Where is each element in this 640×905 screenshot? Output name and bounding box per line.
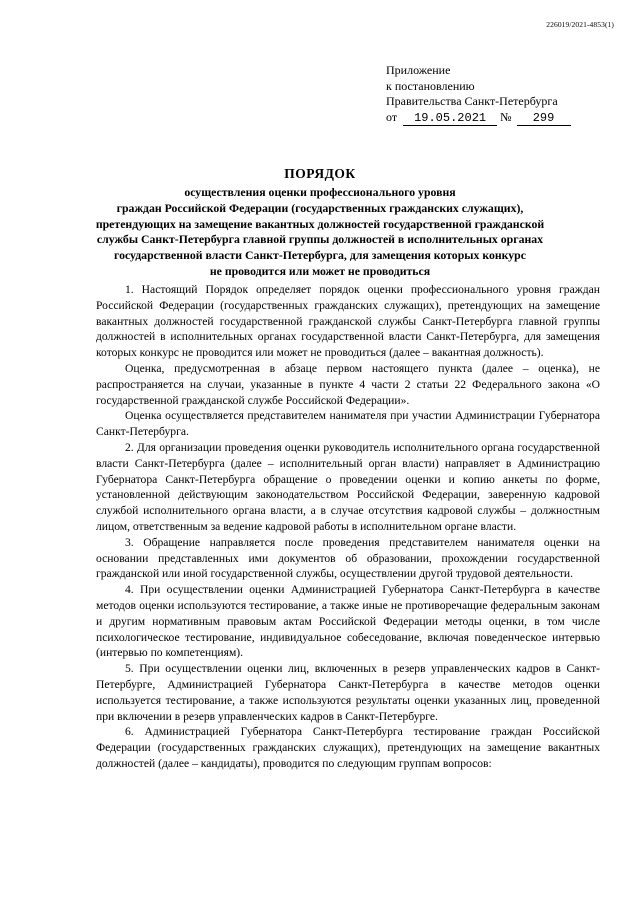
subtitle-line: граждан Российской Федерации (государственных гражданских служащих),	[116, 200, 524, 215]
from-label: от	[386, 109, 398, 124]
document-title: ПОРЯДОК	[284, 166, 356, 181]
document-registration-number: 226019/2021-4853(1)	[546, 20, 614, 29]
subtitle-line: осуществления оценки профессионального уровня	[184, 185, 456, 199]
number-label: №	[500, 109, 512, 124]
document-subtitle	[60, 185, 580, 280]
paragraph-2: 2. Для организации проведения оценки руководитель исполнительного органа государственной власти Санкт-Петербурга (далее – исполнительный орган власти) направляет в Администрацию Губернатора Санкт-Петербурга обращение о проведении оценки и копию анкеты по форме, установленной действующим законодательством Российской Федерации, заверенную кадровой службой исполнительного органа власти, а в случае отсутствия кадровой службы – должностным лицом, ответственным за ведение кадровой работы в исполнительном органе власти.	[96, 440, 600, 533]
paragraph-1-3: Оценка осуществляется представителем нанимателя при участии Администрации Губернатора Санкт-Петербурга.	[96, 409, 600, 439]
paragraph-1-2: Оценка, предусмотренная в абзаце первом настоящего пункта (далее – оценка), не распространяется на случаи, указанные в пункте 4 части 2 статьи 22 Федерального закона «О государственной гражданской службе Российской Федерации».	[96, 361, 600, 407]
subtitle-line: не проводится или может не проводиться	[209, 263, 431, 278]
paragraph-5: 5. При осуществлении оценки лиц, включенных в резерв управленческих кадров в Санкт-Петербурге, Администрацией Губернатора Санкт-Петербурга в качестве методов оценки используется тестирование, а также используются результаты оценки указанных лиц, проведенной при включении в резерв управленческих кадров в Санкт-Петербурге.	[96, 662, 600, 723]
resolution-date: 19.05.2021	[403, 112, 497, 126]
document-body	[96, 282, 600, 772]
appendix-line-2: к постановлению	[386, 78, 475, 93]
subtitle-line: службы Санкт-Петербурга главной группы должностей в исполнительных органах	[96, 232, 544, 247]
paragraph-4: 4. При осуществлении оценки Администрацией Губернатора Санкт-Петербурга в качестве методов оценки используются тестирование, а также иные не противоречащие федеральным законам и другим нормативным правовым актам Российской Федерации методы оценки, в том числе психологическое тестирование, индивидуальное собеседование, включая поведенческое интервью (интервью по компетенциям).	[96, 583, 600, 660]
title-block	[0, 166, 640, 280]
subtitle-line: претендующих на замещение вакантных должностей государственной гражданской	[95, 216, 545, 231]
paragraph-1: 1. Настоящий Порядок определяет порядок оценки профессионального уровня граждан Российской Федерации (государственных гражданских служащих), претендующих на замещение вакантных должностей государственной гражданской службы Санкт-Петербурга главной группы должностей в исполнительных органах государственной власти Санкт-Петербурга, для замещения которых конкурс не проводится или может не проводиться (далее – вакантная должность).	[96, 283, 600, 360]
resolution-number: 299	[517, 112, 571, 126]
appendix-line-3: Правительства Санкт-Петербурга	[386, 94, 558, 108]
paragraph-3: 3. Обращение направляется после проведения представителем нанимателя оценки на основании представленных ими документов об образовании, прохождении государственной гражданской или иной государственной службы, осуществлении другой трудовой деятельности.	[96, 535, 600, 581]
paragraph-6: 6. Администрацией Губернатора Санкт-Петербурга тестирование граждан Российской Федерации (государственных гражданских служащих), претендующих на замещение вакантных должностей (далее – кандидаты), проводится по следующим группам вопросов:	[96, 725, 600, 770]
appendix-line-1: Приложение	[386, 63, 451, 77]
appendix-date-line	[386, 110, 571, 126]
appendix-block	[386, 63, 571, 126]
subtitle-line: государственной власти Санкт-Петербурга, для замещения которых конкурс	[114, 248, 526, 263]
